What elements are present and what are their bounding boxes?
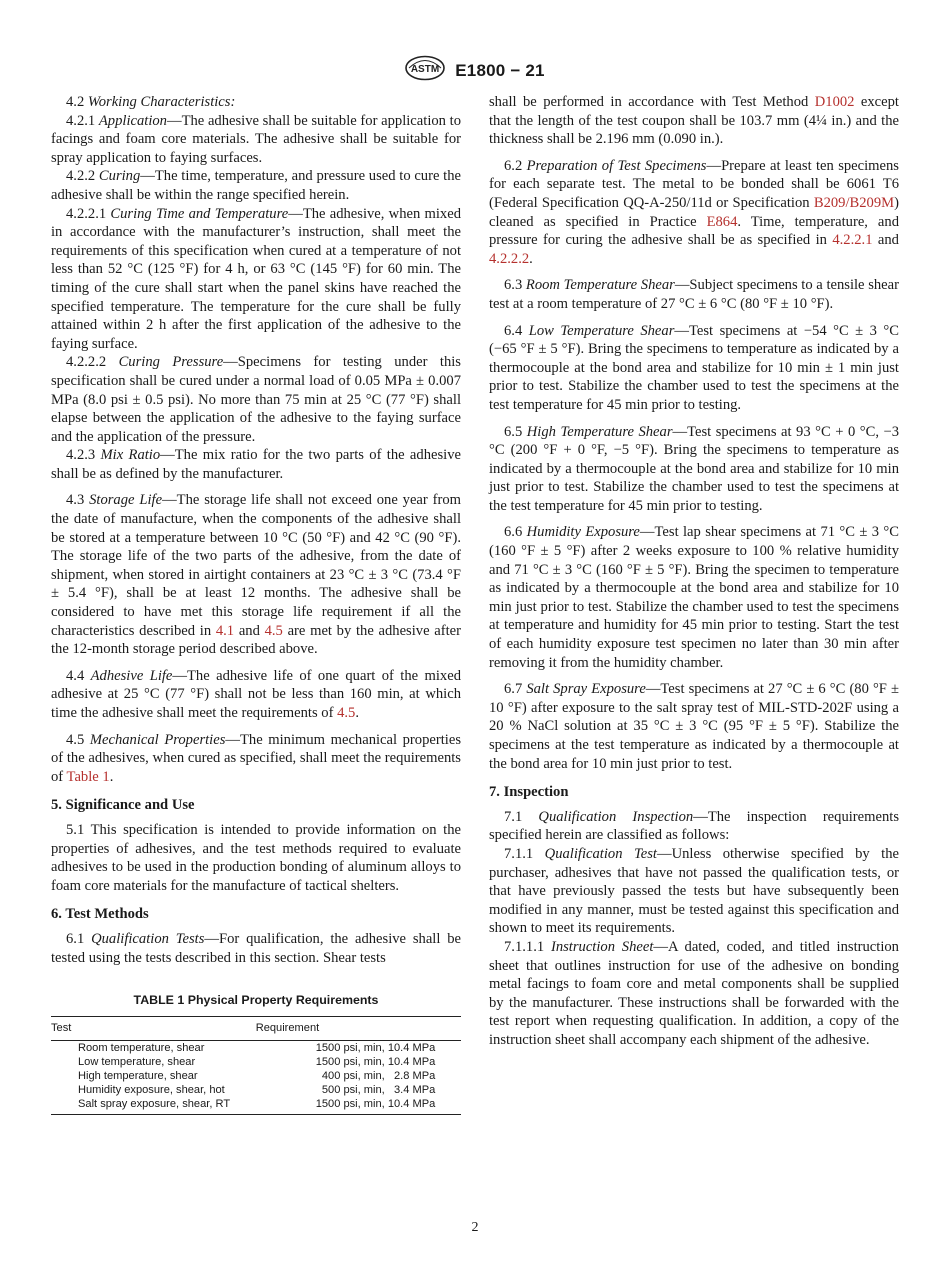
para-5-1: 5.1 This specification is intended to provide information on the properties of adhesives, and the test methods required to evaluate adhesives to be used in the production bonding of aluminum alloys to foam core materials for the manufacture of tactical shelters. bbox=[51, 821, 461, 894]
page-number: 2 bbox=[471, 1220, 479, 1235]
table-cell-requirement: 500 psi, min, 3.4 MPa bbox=[315, 1084, 436, 1097]
para-6-3: 6.3 Room Temperature Shear—Subject specimens to a tensile shear test at a room temperature of 27 °C ± 6 °C (80 °F ± 10 °F). bbox=[489, 277, 899, 312]
table-cell-test: High temperature, shear bbox=[78, 1070, 198, 1083]
page-header bbox=[0, 55, 950, 86]
para-4-3: 4.3 Storage Life—The storage life shall not exceed one year from the date of manufacture, when the components of the adhesive shall be stored at a temperature between 10 °C (50 °F) and 42 °C (90 °F). The storage life of the two parts of the adhesive, from the date of shipment, when stored in airtight containers at 23 °C ± 3 °C (73.4 °F ± 5.4 °F), shall be at least 12 months. The adhesive shall be considered to have met this storage life requirement if all the characteristics described in 4.1 and 4.5 are met by the adhesive after the 12-month storage period described above. bbox=[51, 492, 462, 658]
physical-property-table bbox=[51, 1016, 461, 1116]
para-4-2-3: 4.2.3 Mix Ratio—The mix ratio for the two parts of the adhesive shall be as defined by the manufacturer. bbox=[51, 447, 461, 482]
link-4-5[interactable]: 4.5 bbox=[264, 622, 283, 639]
para-4-2-2-2: 4.2.2.2 Curing Pressure—Specimens for testing under this specification shall be cured under a normal load of 0.05 MPa ± 0.007 MPa (8.0 psi ± 0.5 psi). No more than 75 min at 25 °C (77 °F) shall elapse between the application of the adhesive to the faying surface and the application of the pressure. bbox=[51, 354, 461, 445]
astm-logo-icon bbox=[405, 55, 445, 86]
table-cell-test: Salt spray exposure, shear, RT bbox=[51, 1097, 256, 1115]
link-b209[interactable]: B209/B209M bbox=[813, 194, 895, 211]
link-4-2-2-1[interactable]: 4.2.2.1 bbox=[832, 232, 873, 249]
section-heading-7: 7. Inspection bbox=[489, 784, 569, 801]
right-column bbox=[489, 93, 899, 1050]
standard-designation: E1800 − 21 bbox=[455, 60, 545, 80]
section-heading-6: 6. Test Methods bbox=[51, 906, 149, 923]
para-4-2-2-1: 4.2.2.1 Curing Time and Temperature—The adhesive, when mixed in accordance with the manufacturer’s instruction, shall meet the requirements of this specification when cured at a temperature of not less than 52 °C (125 °F) for 4 h, or 63 °C (145 °F) for 60 min. The timing of the cure shall start when the panel skins have reached the specified temperature. The temperature for the cure shall be fully attained within 2 h after the first application of the adhesive to the faying surface. bbox=[51, 205, 461, 352]
link-table-1[interactable]: Table 1 bbox=[66, 768, 110, 785]
para-6-5: 6.5 High Temperature Shear—Test specimens at 93 °C + 0 °C, −3 °C (200 °F + 0 °F, −5 °F). Bring the specimens to temperature as indicated by a thermocouple at the bond area and stabilize for 10 min just prior to test. Stabilize the chamber used to test the specimens at the test temperature for 45 min prior to testing. bbox=[489, 423, 899, 514]
table-header-requirement: Requirement bbox=[256, 1016, 461, 1041]
table-row bbox=[51, 1041, 461, 1056]
para-6-6: 6.6 Humidity Exposure—Test lap shear specimens at 71 °C ± 3 °C (160 °F ± 5 °F) after 2 weeks exposure to 100 % relative humidity and 71 °C ± 3 °C (160 °F ± 5 °F). Bring the specimen to temperature as indicated by a thermocouple at the bond area and stabilize for 10 min just prior to test. Stabilize the chamber used to test the specimens at temperature and humidity for 45 min prior to testing. Start the test of each humidity exposure test specimen no later than 30 min after removing it from the humidity chamber. bbox=[489, 524, 899, 671]
para-6-2: 6.2 Preparation of Test Specimens—Prepare at least ten specimens for each separate test. The metal to be bonded shall be 6061 T6 (Federal Specification QQ-A-250/11d or Specification B209/B209M) cleaned as specified in Practice E864. Time, temperature, and pressure for curing the adhesive shall be as specified in 4.2.2.1 and 4.2.2.2. bbox=[489, 157, 899, 267]
link-4-2-2-2[interactable]: 4.2.2.2 bbox=[489, 250, 530, 267]
para-7-1-1-1: 7.1.1.1 Instruction Sheet—A dated, coded, and titled instruction sheet that outlines instruction for use of the adhesive on bonding metal facings to foam core and metal components shall be supplied by the manufacturer. These instructions shall be forwarded with the test report when requesting qualification. In addition, a copy of the instruction sheet shall accompany each shipment of the adhesive. bbox=[489, 938, 899, 1048]
para-4-4: 4.4 Adhesive Life—The adhesive life of one quart of the mixed adhesive at 25 °C (77 °F) shall not be less than 160 min, at which time the adhesive shall meet the requirements of 4.5. bbox=[51, 667, 461, 721]
table-header-row bbox=[51, 1016, 461, 1041]
para-7-1-1: 7.1.1 Qualification Test—Unless otherwise specified by the purchaser, adhesives that have not passed the qualification tests, or that have previously passed the tests but have subsequently been modified in any manner, must be tested against this specification and shown to meet its requirements. bbox=[489, 845, 900, 937]
link-4-1[interactable]: 4.1 bbox=[215, 622, 235, 639]
table-row bbox=[51, 1083, 461, 1097]
svg-text:ASTM: ASTM bbox=[411, 64, 440, 75]
table-header-test: Test bbox=[51, 1016, 256, 1041]
para-4-2: 4.2 Working Characteristics: bbox=[66, 94, 236, 110]
table-cell-test: Room temperature, shear bbox=[78, 1042, 205, 1055]
para-6-1-cont: shall be performed in accordance with Test Method D1002 except that the length of the test coupon shall be 103.7 mm (4¼ in.) and the thickness shall be 2.196 mm (0.090 in.). bbox=[489, 94, 899, 148]
table-cell-test: Low temperature, shear bbox=[78, 1056, 196, 1069]
para-6-4: 6.4 Low Temperature Shear—Test specimens at −54 °C ± 3 °C (−65 °F ± 5 °F). Bring the specimens to temperature as indicated by a thermocouple at the bond area and stabilize for 10 min ± 1 min just prior to test. Stabilize the chamber used to test the specimens at the test temperature for 45 min prior to testing. bbox=[489, 322, 899, 413]
para-4-2-2: 4.2.2 Curing—The time, temperature, and pressure used to cure the adhesive shall be within the range specified herein. bbox=[51, 168, 461, 203]
para-4-5: 4.5 Mechanical Properties—The minimum mechanical properties of the adhesives, when cured as specified, shall meet the requirements of Table 1. bbox=[51, 731, 461, 785]
table-cell-requirement: 1500 psi, min, 10.4 MPa bbox=[256, 1097, 461, 1115]
table-title: TABLE 1 Physical Property Requirements bbox=[133, 993, 379, 1008]
left-column bbox=[51, 93, 461, 1115]
link-d1002[interactable]: D1002 bbox=[814, 94, 855, 110]
table-row bbox=[51, 1069, 461, 1083]
table-cell-requirement: 1500 psi, min, 10.4 MPa bbox=[315, 1056, 436, 1069]
table-row bbox=[51, 1097, 461, 1115]
link-e864[interactable]: E864 bbox=[706, 213, 738, 230]
para-6-7: 6.7 Salt Spray Exposure—Test specimens at 27 °C ± 6 °C (80 °F ± 10 °F) after exposure to the salt spray test of MIL-STD-202F using a 20 % NaCl solution at 35 °C ± 3 °C (95 °F ± 5 °F). Stabilize the specimens at the test temperature as indicated by a thermocouple at the bond area for 10 min just prior to test. bbox=[489, 681, 900, 772]
para-7-1: 7.1 Qualification Inspection—The inspection requirements specified herein are classified as follows: bbox=[489, 808, 899, 844]
link-4-5[interactable]: 4.5 bbox=[337, 705, 356, 721]
table-row bbox=[51, 1055, 461, 1069]
table-cell-requirement: 1500 psi, min, 10.4 MPa bbox=[315, 1042, 436, 1055]
section-heading-5: 5. Significance and Use bbox=[51, 797, 195, 814]
para-4-2-1: 4.2.1 Application—The adhesive shall be suitable for application to facings and foam core materials. The adhesive shall be suitable for spray application to faying surfaces. bbox=[51, 112, 461, 166]
table-cell-test: Humidity exposure, shear, hot bbox=[78, 1084, 225, 1097]
para-6-1: 6.1 Qualification Tests—For qualification, the adhesive shall be tested using the tests described in this section. Shear tests bbox=[51, 930, 461, 966]
table-cell-requirement: 400 psi, min, 2.8 MPa bbox=[315, 1070, 436, 1083]
